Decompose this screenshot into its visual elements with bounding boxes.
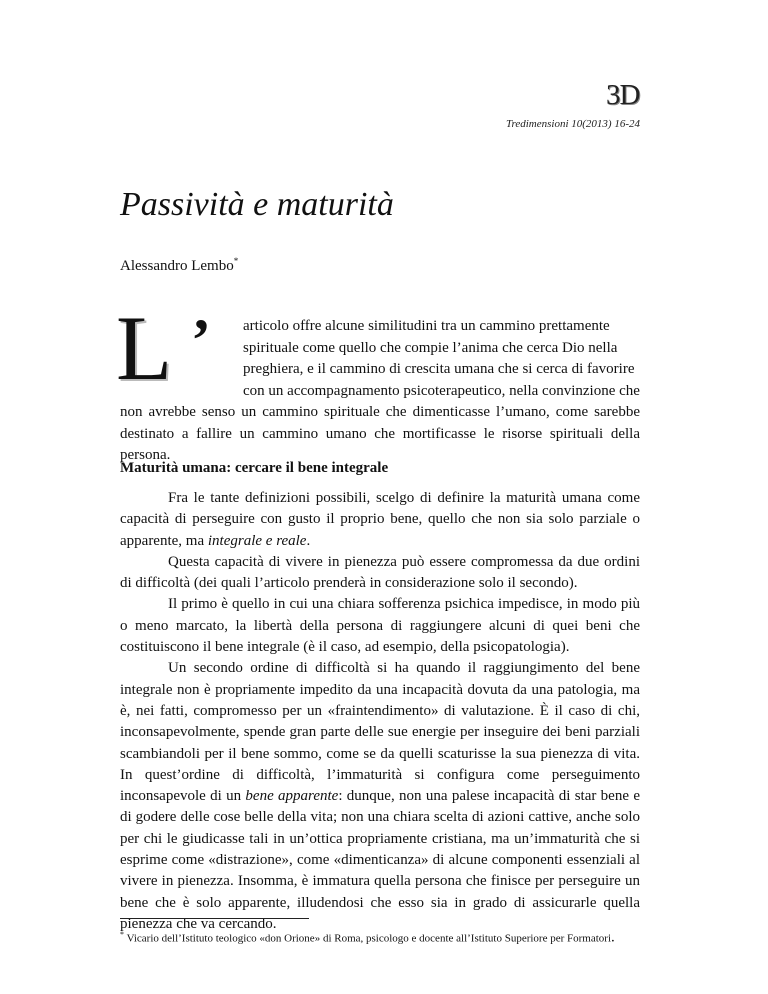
section-heading: Maturità umana: cercare il bene integrale <box>120 460 389 476</box>
footnote <box>120 924 640 950</box>
intro-line: spirituale come quello che compie l’anima che cerca Dio nella <box>243 339 618 356</box>
author-line <box>120 256 238 275</box>
journal-reference: Tredimensioni 10(2013) 16-24 <box>505 118 640 130</box>
body-paragraph: Il primo è quello in cui una chiara sofferenza psichica impedisce, in modo più o meno marcato, la libertà della persona di raggiungere alcuni di quei beni che costituiscono il bene integrale (è il caso, ad esempio, della psicopatologia). <box>120 596 640 656</box>
intro-line: preghiera, e il cammino di crescita umana che si cerca di favorire <box>243 361 635 377</box>
intro-paragraph <box>120 316 640 467</box>
intro-line: articolo offre alcune similitudini tra un cammino prettamente <box>243 318 610 334</box>
journal-logo: 3D <box>606 79 640 111</box>
footnote-period: . <box>611 929 615 946</box>
body-paragraph <box>120 658 640 935</box>
body-paragraph: Questa capacità di vivere in pienezza può essere compromessa da due ordini di difficoltà (dei quali l’articolo prenderà in considerazione solo il secondo). <box>120 553 640 592</box>
author-name: Alessandro Lembo <box>120 258 234 274</box>
footnote-rule <box>120 918 309 919</box>
text-run: Fra le tante definizioni possibili, scelgo di definire la maturità umana come capacità di perseguire con gusto il proprio bene, quello che non sia solo parziale o apparente, ma <box>120 490 640 549</box>
intro-line: con un accompagnamento psicoterapeutico, nella convinzione che <box>243 382 640 399</box>
section-body <box>120 488 640 935</box>
drop-cap-apostrophe: ’ <box>191 307 211 373</box>
text-run: Un secondo ordine di difficoltà si ha quando il raggiungimento del bene integrale non è propriamente impedito da una incapacità dovuta da una patologia, ma è, nei fatti, compromesso per un «fraintendimento» di valutazione. È il caso di chi, inconsapevolmente, spende gran parte delle sue energie per inseguire dei beni parziali scambiandoli per il bene sommo, come se da quelli scaturisse la sua pienezza di vita. In quest’ordine di difficoltà, l’immaturità si configura come perseguimento inconsapevole di un <box>120 660 640 805</box>
drop-cap: L <box>116 297 173 399</box>
emphasis: integrale e reale <box>207 532 307 549</box>
text-run: : dunque, non una palese incapacità di star bene e di godere delle cose belle della vita; non una chiara scelta di azioni cattive, anche solo per chi le giudicasse tali in un’ottica propriamente cristiana, ma un’immaturità che si esprime come «distrazione», come «dimenticanza» di alcune componenti essenziali al vivere in pienezza. Insomma, è immatura quella persona che finisce per perseguire un bene che è solo apparente, illudendosi che esso sia in grado di assicurarle quella pienezza che va cercando. <box>120 788 640 932</box>
intro-line: non avrebbe senso un cammino spirituale che dimenticasse l’umano, come sarebbe destinato a fallire un cammino umano che mortificasse le risorse spirituali della persona. <box>120 404 640 463</box>
body-paragraph <box>120 488 640 552</box>
author-footnote-marker: * <box>233 256 239 266</box>
article-title: Passività e maturità <box>120 186 394 223</box>
text-run: . <box>306 532 311 549</box>
footnote-marker: * <box>120 930 124 939</box>
emphasis: bene apparente <box>245 788 339 805</box>
footnote-text: Vicario dell’Istituto teologico «don Orione» di Roma, psicologo e docente all’Istituto Superiore per Formatori <box>126 932 612 945</box>
